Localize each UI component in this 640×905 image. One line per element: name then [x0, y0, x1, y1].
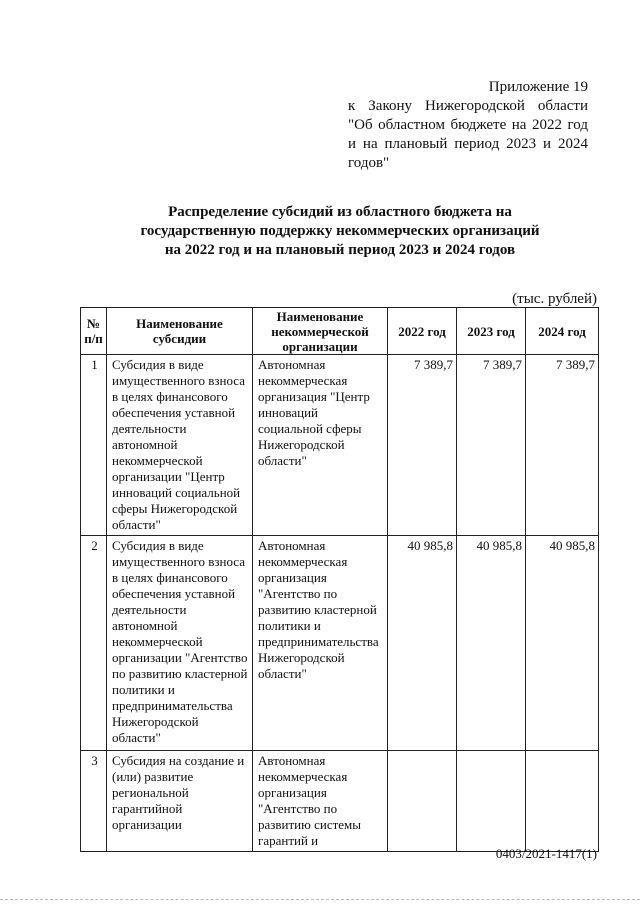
header-num: № п/п — [81, 308, 107, 355]
appendix-line-5: годов" — [348, 155, 390, 171]
appendix-line-3: "Об областном бюджете на 2022 год — [348, 117, 588, 133]
subsidy-name-cell: Субсидия на создание и (или) развитие региональной гарантийной организации — [107, 751, 253, 852]
header-2022: 2022 год — [388, 308, 457, 355]
header-2023: 2023 год — [457, 308, 526, 355]
document-code: 0403/2021-1417(1) — [495, 846, 597, 861]
row-number: 1 — [81, 355, 107, 536]
header-subsidy: Наименование субсидии — [107, 308, 253, 355]
title-line-3: на 2022 год и на плановый период 2023 и 2024 годов — [164, 242, 516, 258]
amount-2024-cell: 40 985,8 — [526, 536, 599, 751]
units-label: (тыс. рублей) — [512, 291, 597, 307]
amount-2024-cell: 7 389,7 — [526, 355, 599, 536]
organization-name-cell: Автономная некоммерческая организация "Агентство по развитию системы гарантий и — [253, 751, 388, 852]
title-line-1: Распределение субсидий из областного бюджета на — [168, 204, 512, 220]
table-row — [81, 355, 599, 536]
table-row — [81, 751, 599, 852]
header-organization: Наименование некоммерческой организации — [253, 308, 388, 355]
subsidy-name-cell: Субсидия в виде имущественного взноса в целях финансового обеспечения уставной деятельности автономной некоммерческой организации "Агентство по развитию кластерной политики и предпринимательства Нижегородской области" — [107, 536, 253, 751]
organization-name-cell: Автономная некоммерческая организация "Центр инноваций социальной сферы Нижегородской области" — [253, 355, 388, 536]
amount-2024-cell — [526, 751, 599, 852]
appendix-line-2: к Закону Нижегородской области — [348, 98, 588, 114]
appendix-block — [348, 78, 588, 173]
amount-2022-cell — [388, 751, 457, 852]
row-number: 2 — [81, 536, 107, 751]
appendix-line-4: и на плановый период 2023 и 2024 — [348, 136, 588, 152]
amount-2023-cell: 40 985,8 — [457, 536, 526, 751]
organization-name-cell: Автономная некоммерческая организация "Агентство по развитию кластерной политики и предпринимательства Нижегородской области" — [253, 536, 388, 751]
table-header-row — [81, 308, 599, 355]
amount-2023-cell: 7 389,7 — [457, 355, 526, 536]
table-row — [81, 536, 599, 751]
page-bottom-rule — [0, 899, 640, 900]
title-line-2: государственную поддержку некоммерческих организаций — [140, 223, 540, 239]
appendix-line-1: Приложение 19 — [488, 79, 588, 95]
subsidy-table — [80, 307, 599, 852]
document-title — [100, 203, 580, 260]
amount-2022-cell: 40 985,8 — [388, 536, 457, 751]
header-2024: 2024 год — [526, 308, 599, 355]
row-number: 3 — [81, 751, 107, 852]
amount-2023-cell — [457, 751, 526, 852]
subsidy-name-cell: Субсидия в виде имущественного взноса в целях финансового обеспечения уставной деятельности автономной некоммерческой организации "Центр инноваций социальной сферы Нижегородской области" — [107, 355, 253, 536]
amount-2022-cell: 7 389,7 — [388, 355, 457, 536]
